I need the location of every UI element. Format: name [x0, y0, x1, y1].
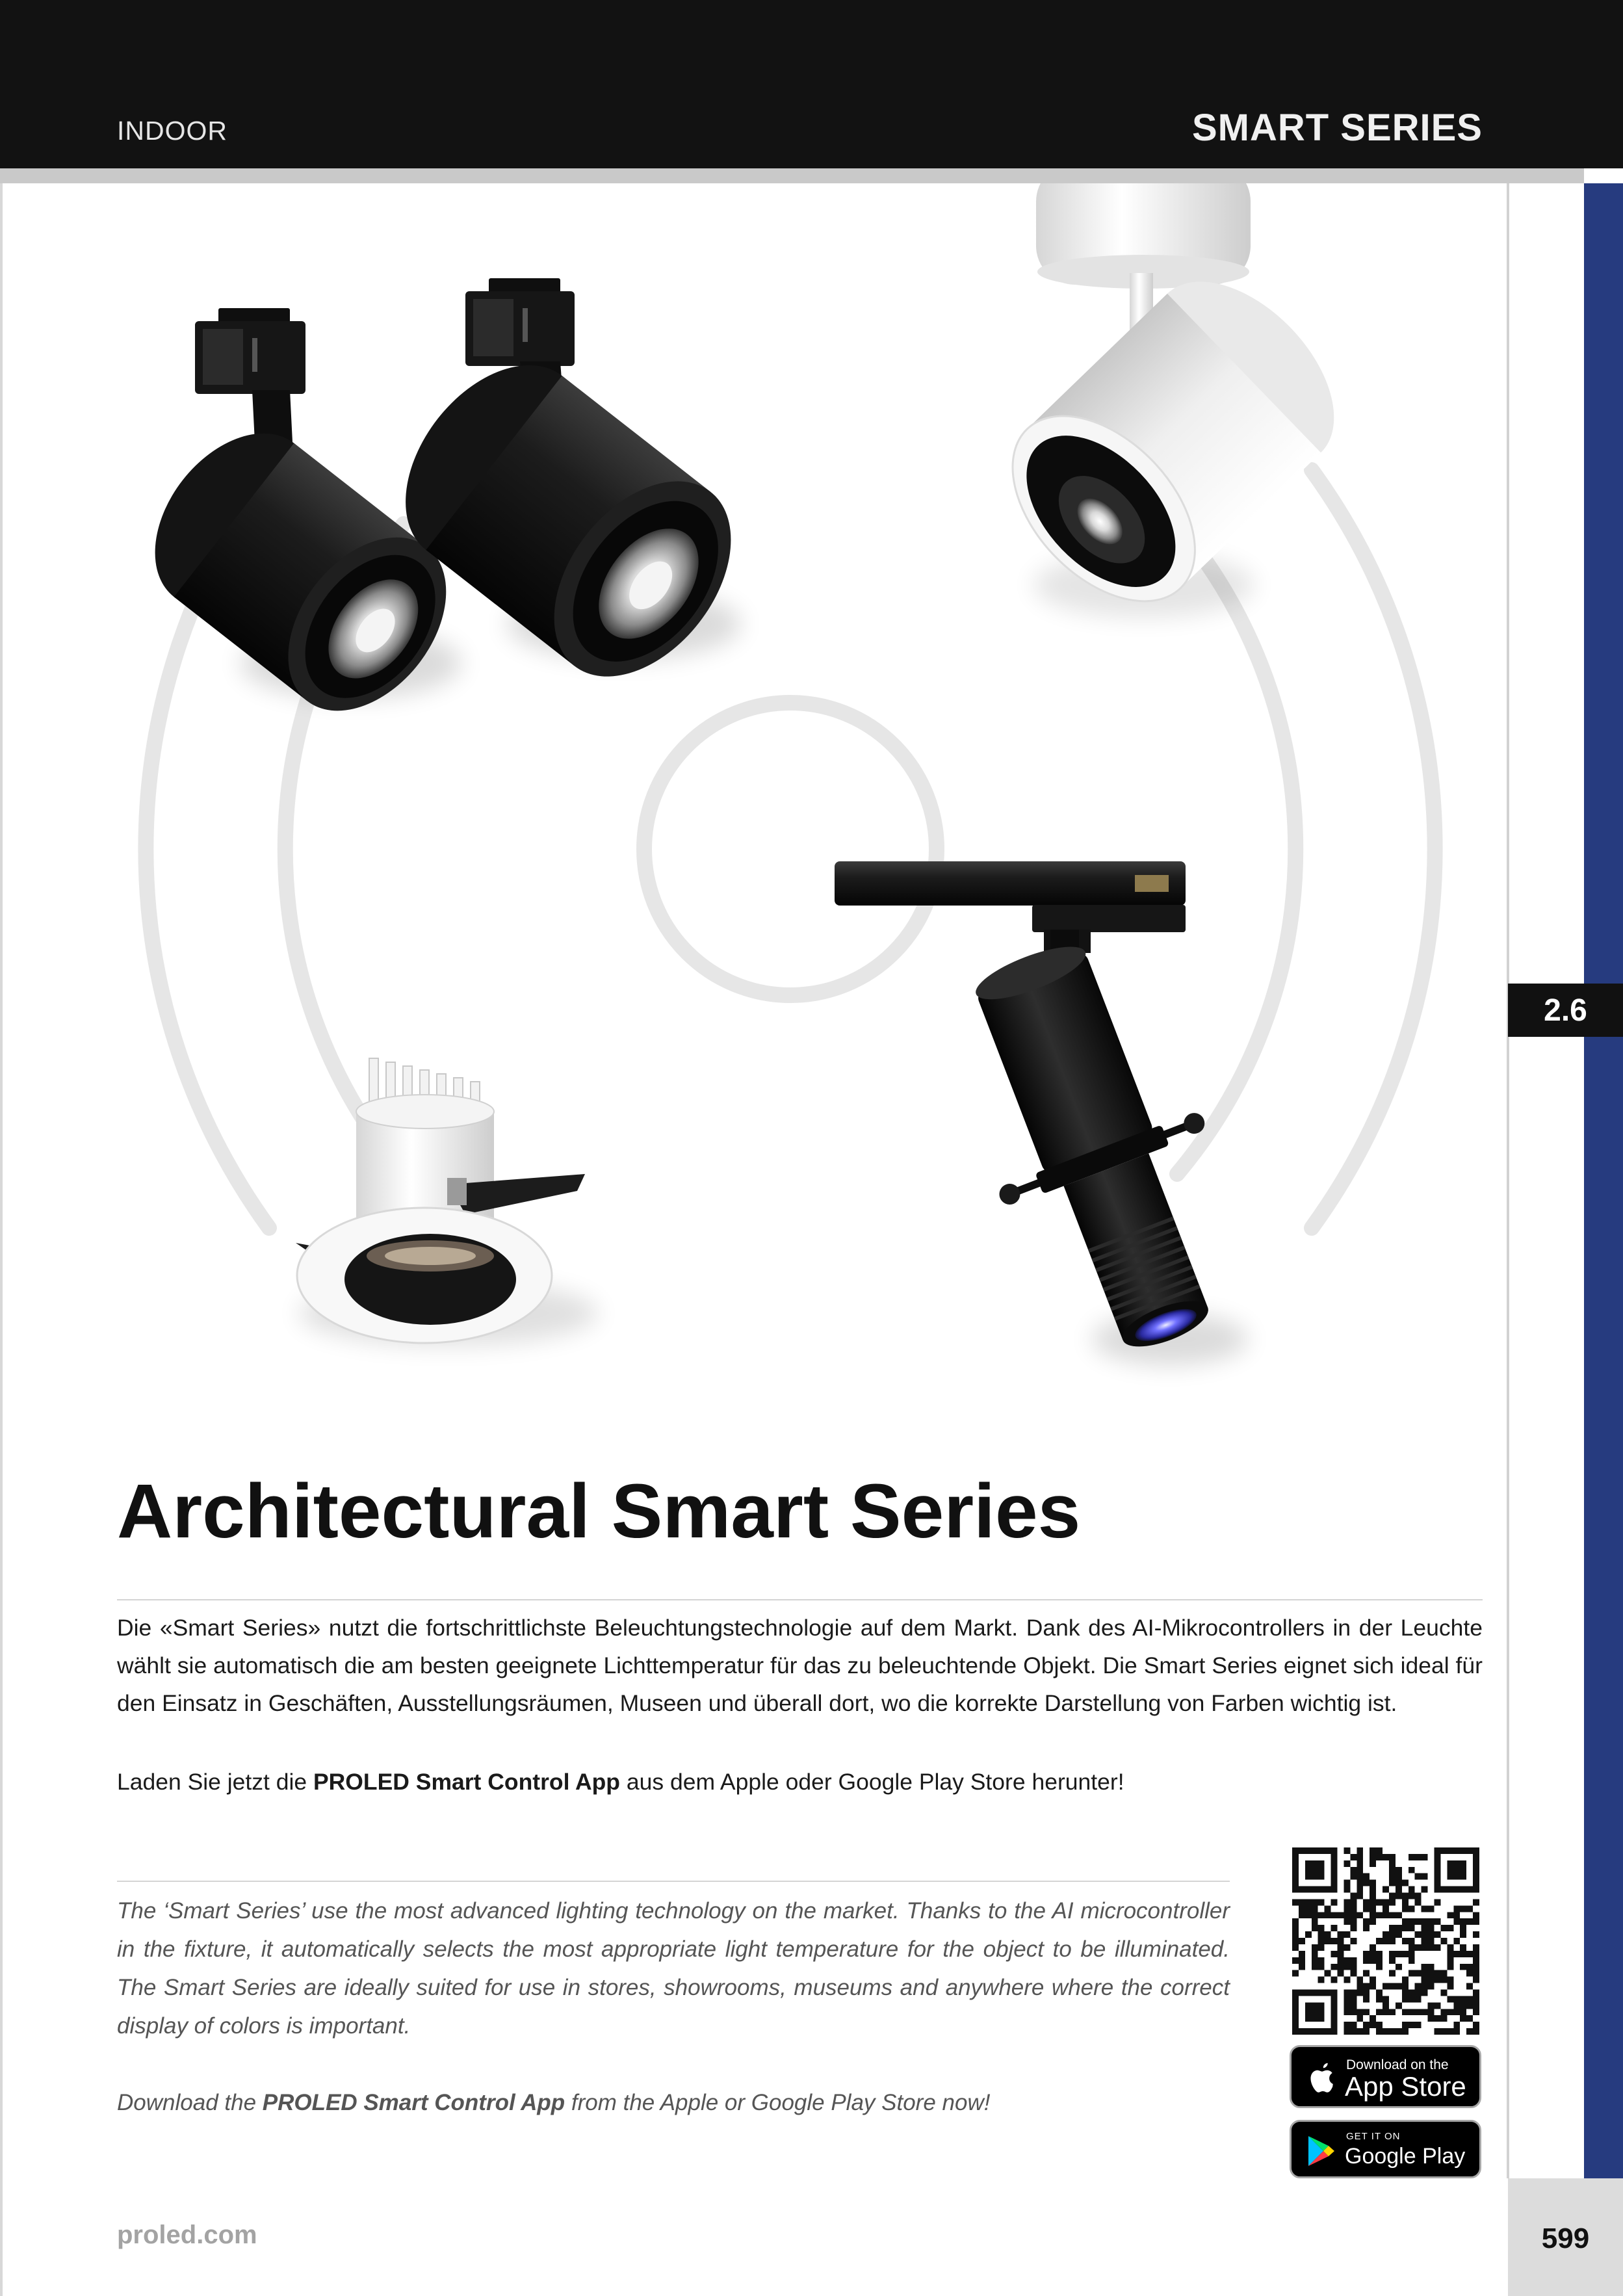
english-section-divider [117, 1881, 1230, 1882]
signal-arc-right-inner [1177, 524, 1295, 1174]
section-number: 2.6 [1544, 993, 1587, 1028]
cta-en-app-name: PROLED Smart Control App [262, 2090, 565, 2115]
google-play-label: Google Play [1345, 2144, 1466, 2169]
google-play-small-label: GET IT ON [1346, 2131, 1401, 2142]
description-en-line: display of colors is important. [117, 2013, 411, 2039]
product-hero-image [0, 183, 1508, 1418]
cta-en-prefix: Download the [117, 2090, 263, 2115]
description-en-line: in the fixture, it automatically selects the most appropriate light temperature for the object to be illuminated. [117, 1937, 1230, 1962]
description-de-line: Die «Smart Series» nutzt die fortschrittlichste Beleuchtungstechnologie auf dem Markt. Dank des AI-Mikrocontrollers in der Leuchte [117, 1615, 1483, 1641]
qr-code[interactable] [1292, 1847, 1479, 2035]
series-label: SMART SERIES [1191, 107, 1483, 149]
page-number-box [1508, 2178, 1623, 2296]
cta-de-suffix: aus dem Apple oder Google Play Store herunter! [620, 1769, 1124, 1795]
google-play-icon [1306, 2135, 1336, 2167]
page-header [0, 0, 1623, 168]
page-title: Architectural Smart Series [117, 1468, 1081, 1554]
section-tab [1508, 984, 1623, 1037]
apple-icon [1306, 2057, 1338, 2096]
title-divider [117, 1599, 1483, 1600]
category-label: INDOOR [117, 116, 227, 146]
website-link[interactable]: proled.com [117, 2221, 257, 2249]
cta-de-prefix: Laden Sie jetzt die [117, 1769, 313, 1795]
cta-en-suffix: from the Apple or Google Play Store now! [565, 2090, 991, 2115]
section-color-bar [1584, 183, 1623, 2178]
description-en-line: The ‘Smart Series’ use the most advanced lighting technology on the market. Thanks to the AI microcontroller [117, 1898, 1230, 1924]
signal-arc-right-outer [1312, 470, 1435, 1228]
app-store-small-label: Download on the [1346, 2057, 1449, 2072]
cta-de-app-name: PROLED Smart Control App [313, 1769, 620, 1795]
description-de-line: wählt sie automatisch die am besten geeignete Lichttemperatur für das zu beleuchtende Objekt. Die Smart Series eignet sich ideal für [117, 1652, 1483, 1678]
app-store-badge[interactable] [1290, 2045, 1481, 2108]
surface-spotlight-white [978, 183, 1368, 636]
page-number: 599 [1541, 2222, 1590, 2254]
recessed-downlight-white [296, 1058, 598, 1346]
description-de-line: den Einsatz in Geschäften, Ausstellungsräumen, Museen und überall dort, wo die korrekte Darstellung von Farben wichtig ist. [117, 1690, 1397, 1716]
signal-center-ring [644, 703, 937, 995]
app-download-cta-en [117, 2083, 1230, 2122]
app-download-cta-de [117, 1763, 1483, 1801]
google-play-badge[interactable] [1290, 2120, 1481, 2178]
description-en-line: The Smart Series are ideally suited for use in stores, showrooms, museums and anywhere where the correct [117, 1975, 1230, 2000]
app-store-label: App Store [1345, 2071, 1466, 2102]
header-divider-strip [0, 168, 1584, 183]
